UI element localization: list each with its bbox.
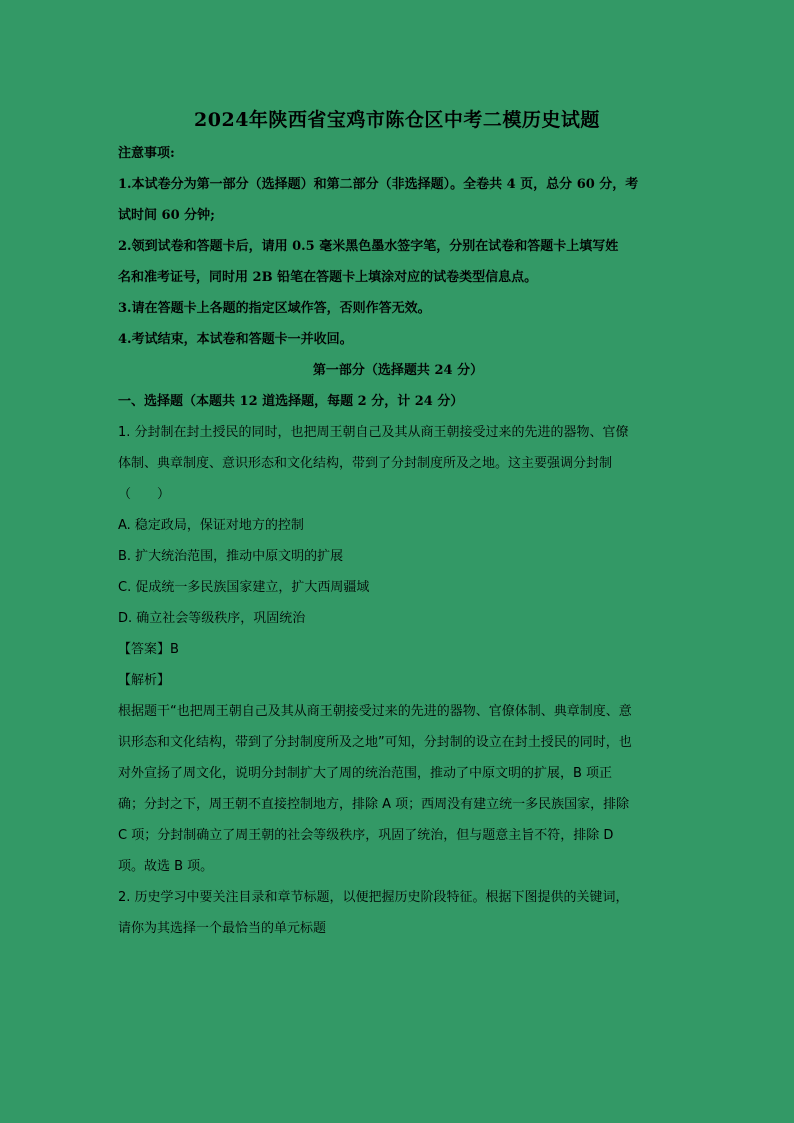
answer-label: 【答案】B bbox=[118, 642, 179, 657]
question-1-option-c: C. 促成统一多民族国家建立，扩大西周疆域 bbox=[118, 580, 370, 595]
exam-body bbox=[118, 142, 678, 948]
analysis-text: 项。故选 B 项。 bbox=[118, 859, 214, 874]
analysis-text: 对外宣扬了周文化，说明分封制扩大了周的统治范围，推动了中原文明的扩展，B 项正 bbox=[118, 766, 613, 781]
analysis-text: C 项；分封制确立了周王朝的社会等级秩序，巩固了统治，但与题意主旨不符，排除 D bbox=[118, 828, 614, 843]
page-title: 2024年陕西省宝鸡市陈仓区中考二模历史试题 bbox=[194, 109, 600, 131]
question-1-text: 1. 分封制在封土授民的同时，也把周王朝自己及其从商王朝接受过来的先进的器物、官僚 bbox=[118, 425, 629, 440]
notice-item: 3.请在答题卡上各题的指定区域作答，否则作答无效。 bbox=[118, 301, 431, 316]
analysis-text: 根据题干“也把周王朝自己及其从商王朝接受过来的先进的器物、官僚体制、典章制度、意 bbox=[118, 704, 632, 719]
notice-item: 1.本试卷分为第一部分（选择题）和第二部分（非选择题）。全卷共 4 页，总分 60 分，考 bbox=[118, 177, 639, 192]
part-heading: 第一部分（选择题共 24 分） bbox=[312, 363, 484, 378]
notice-item: 名和准考证号，同时用 2B 铅笔在答题卡上填涂对应的试卷类型信息点。 bbox=[118, 270, 538, 285]
analysis-text: 确；分封之下，周王朝不直接控制地方，排除 A 项；西周没有建立统一多民族国家，排除 bbox=[118, 797, 630, 812]
question-1-option-a: A. 稳定政局，保证对地方的控制 bbox=[118, 518, 304, 533]
notice-heading: 注意事项: bbox=[118, 146, 175, 161]
notice-item: 2.领到试卷和答题卡后，请用 0.5 毫米黑色墨水签字笔，分别在试卷和答题卡上填写姓 bbox=[118, 239, 619, 254]
analysis-text: 识形态和文化结构，带到了分封制度所及之地”可知，分封制的设立在封土授民的同时，也 bbox=[118, 735, 632, 750]
notice-item: 4.考试结束，本试卷和答题卡一并收回。 bbox=[118, 332, 353, 347]
question-2-text: 2. 历史学习中要关注目录和章节标题，以便把握历史阶段特征。根据下图提供的关键词， bbox=[118, 890, 629, 905]
question-1-text: 体制、典章制度、意识形态和文化结构，带到了分封制度所及之地。这主要强调分封制 bbox=[118, 456, 613, 471]
question-2-text: 请你为其选择一个最恰当的单元标题 bbox=[118, 921, 327, 936]
section-heading: 一、选择题（本题共 12 道选择题，每题 2 分，计 24 分） bbox=[118, 394, 464, 409]
question-1-text: （ ） bbox=[118, 487, 171, 502]
question-1-option-b: B. 扩大统治范围，推动中原文明的扩展 bbox=[118, 549, 344, 564]
analysis-label: 【解析】 bbox=[118, 673, 171, 688]
question-1-option-d: D. 确立社会等级秩序，巩固统治 bbox=[118, 611, 306, 626]
notice-item: 试时间 60 分钟; bbox=[118, 208, 215, 223]
